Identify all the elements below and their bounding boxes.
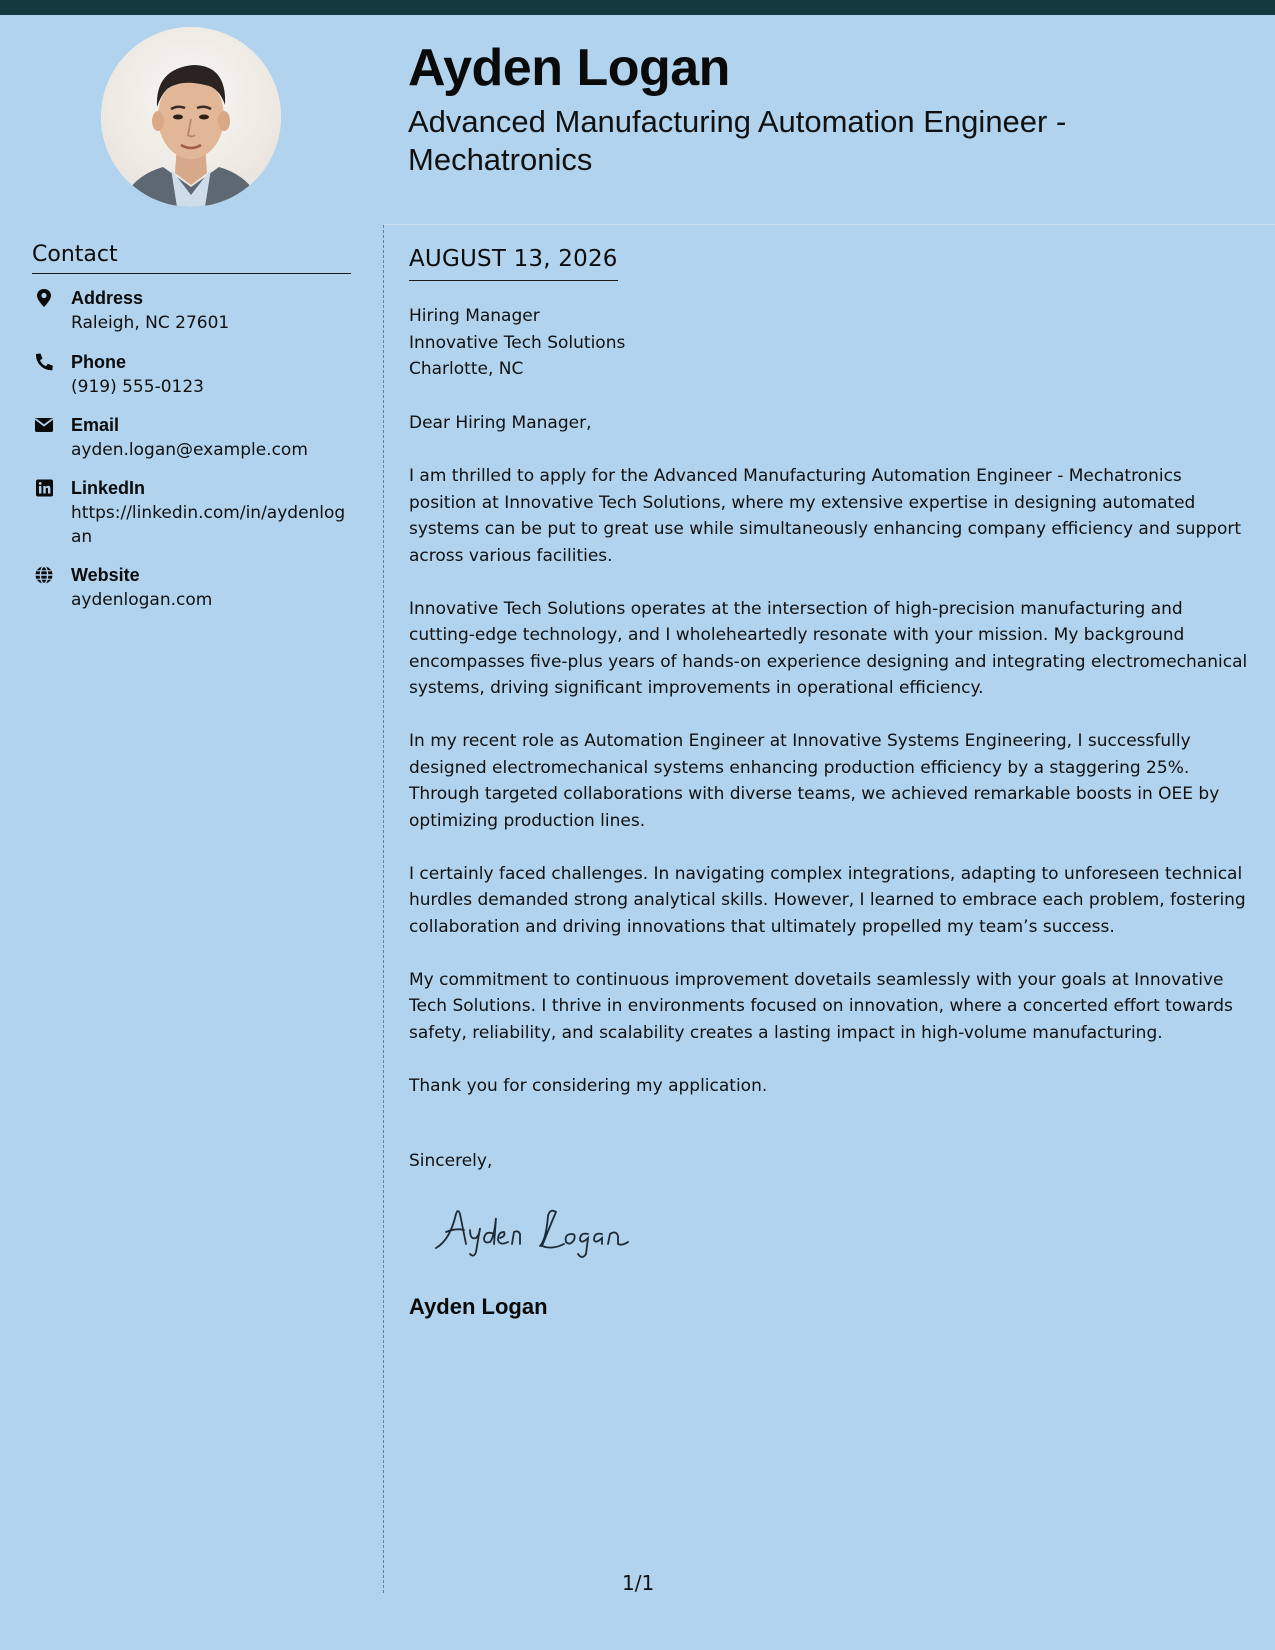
job-title: Advanced Manufacturing Automation Engineer - Mechatronics xyxy=(408,104,1067,177)
contact-value[interactable]: https://linkedin.com/in/aydenlogan xyxy=(71,503,346,547)
contact-value[interactable]: aydenlogan.com xyxy=(71,590,213,610)
body-paragraph: I am thrilled to apply for the Advanced Manufacturing Automation Engineer - Mechatronics position at Innovative Tech Solutions, where my extensive expertise in designing automated systems can be put to great use while simultaneously enhancing company efficiency and support across various facilities. xyxy=(409,466,1242,566)
header-divider xyxy=(384,224,1275,225)
body-paragraph: Thank you for considering my application. xyxy=(409,1075,768,1096)
contact-heading: Contact xyxy=(32,240,351,274)
column-divider xyxy=(383,225,384,1593)
recipient-line: Innovative Tech Solutions xyxy=(409,332,626,353)
contact-value: (919) 555-0123 xyxy=(71,377,204,397)
top-accent-bar xyxy=(0,0,1275,15)
globe-icon xyxy=(32,565,56,585)
recipient-line: Hiring Manager xyxy=(409,306,540,326)
contact-label: Website xyxy=(71,565,140,585)
map-pin-icon xyxy=(32,288,56,308)
page-number: 1/1 xyxy=(622,1571,655,1595)
body-paragraph: Innovative Tech Solutions operates at the intersection of high-precision manufacturing and cutting-edge technology, and I wholeheartedly resonate with your mission. My background encompasses five-plus years of hands-on experience designing and integrating electromechanical systems, driving significant improvements in operational efficiency. xyxy=(409,598,1248,698)
contact-label: Address xyxy=(71,288,144,308)
candidate-name: Ayden Logan xyxy=(408,39,730,97)
letter-date: AUGUST 13, 2026 xyxy=(409,244,618,281)
contact-label: Phone xyxy=(71,352,127,372)
recipient-line: Charlotte, NC xyxy=(409,359,524,379)
body-paragraph: My commitment to continuous improvement dovetails seamlessly with your goals at Innovative Tech Solutions. I thrive in environments focused on innovation, where a concerted effort towards safety, reliability, and scalability creates a lasting impact in high-volume manufacturing. xyxy=(409,969,1233,1043)
body-paragraph: In my recent role as Automation Engineer at Innovative Systems Engineering, I successfully designed electromechanical systems enhancing production efficiency by a staggering 25%. Through targeted collaborations with diverse teams, we achieved remarkable boosts in OEE by optimizing production lines. xyxy=(409,731,1220,831)
profile-photo xyxy=(101,27,281,207)
linkedin-icon xyxy=(32,478,56,498)
letter-body xyxy=(409,410,1249,1126)
body-paragraph: I certainly faced challenges. In navigating complex integrations, adapting to unforeseen technical hurdles demanded strong analytical skills. However, I learned to embrace each problem, fostering collaboration and driving innovations that ultimately propelled my team’s success. xyxy=(409,863,1246,937)
salutation: Dear Hiring Manager, xyxy=(409,413,592,433)
phone-icon xyxy=(32,352,56,372)
envelope-icon xyxy=(32,415,56,435)
contact-value: Raleigh, NC 27601 xyxy=(71,313,230,333)
closing: Sincerely, xyxy=(409,1151,493,1171)
recipient-block xyxy=(409,303,625,383)
signer-name: Ayden Logan xyxy=(409,1294,548,1319)
handwritten-signature xyxy=(432,1200,652,1260)
contact-label: LinkedIn xyxy=(71,478,146,498)
contact-label: Email xyxy=(71,415,120,435)
contact-value[interactable]: ayden.logan@example.com xyxy=(71,440,308,460)
